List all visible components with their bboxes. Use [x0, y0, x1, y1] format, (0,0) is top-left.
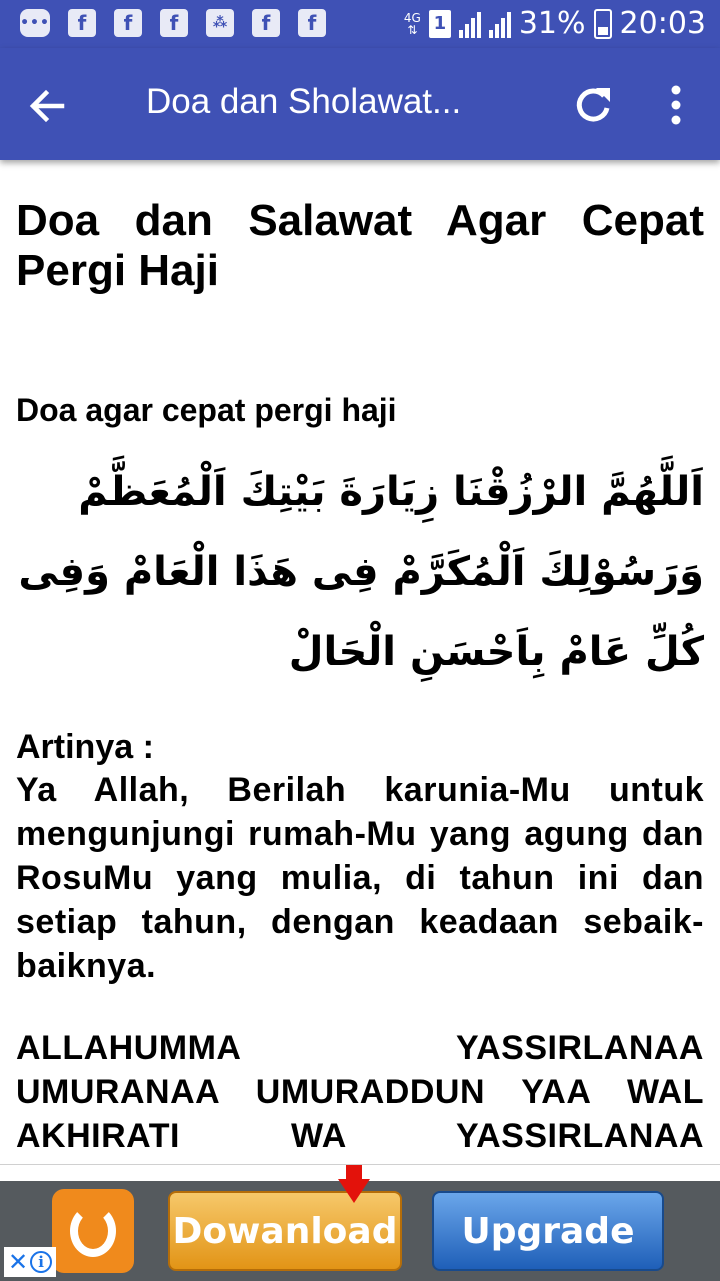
- facebook-icon: f: [160, 9, 188, 37]
- article-content: [16, 196, 704, 1158]
- signal-icon: [459, 10, 481, 38]
- network-type-label: 4G: [403, 10, 421, 25]
- facebook-icon: f: [114, 9, 142, 37]
- notification-icons: [20, 9, 326, 37]
- translation-label: Artinya :: [16, 728, 154, 766]
- sim-icon: 1: [429, 10, 451, 38]
- battery-icon: [594, 9, 612, 39]
- article-subtitle: Doa agar cepat pergi haji: [16, 392, 397, 428]
- more-options-icon[interactable]: [658, 82, 694, 128]
- system-indicators: [404, 6, 706, 41]
- facebook-icon: f: [298, 9, 326, 37]
- battery-percent: 31%: [518, 6, 586, 41]
- message-dots-icon: •••: [20, 9, 50, 37]
- ad-download-button[interactable]: Dowanload: [168, 1191, 402, 1271]
- bbm-icon: ⁂: [206, 9, 234, 37]
- refresh-icon[interactable]: [570, 82, 616, 128]
- status-bar: [0, 0, 720, 48]
- clock: 20:03: [619, 6, 706, 41]
- ad-banner[interactable]: [0, 1164, 720, 1281]
- app-bar-title: Doa dan Sholawat...: [146, 82, 462, 121]
- ad-close-icon[interactable]: ✕: [8, 1248, 29, 1276]
- network-type-icon: [404, 12, 421, 36]
- uc-browser-logo-icon[interactable]: [52, 1189, 134, 1273]
- data-arrows-icon: ⇅: [407, 22, 418, 37]
- arabic-prayer-text: اَللَّهُمَّ الرْزُقْنَا زِيَارَةَ بَيْتِكَ اَلْمُعَظَّمْ وَرَسُوْلِكَ اَلْمُكَرَّمْ فِى هَذَا الْعَامْ وَفِى كُلِّ عَامْ بِاَحْسَنِ الْحَالْ: [18, 469, 704, 675]
- app-bar: [0, 48, 720, 160]
- back-arrow-icon[interactable]: [22, 80, 74, 132]
- ad-upgrade-button[interactable]: Upgrade: [432, 1191, 664, 1271]
- ad-choices[interactable]: [4, 1247, 56, 1277]
- translation-text: Ya Allah, Berilah karunia-Mu untuk mengunjungi rumah-Mu yang agung dan RosuMu yang mulia, di tahun ini dan setiap tahun, dengan keadaan sebaik-baiknya.: [16, 771, 704, 985]
- facebook-icon: f: [252, 9, 280, 37]
- article-title: Doa dan Salawat Agar Cepat Pergi Haji: [16, 196, 704, 295]
- facebook-icon: f: [68, 9, 96, 37]
- red-arrow-icon: [338, 1179, 370, 1203]
- ad-info-icon[interactable]: i: [30, 1251, 52, 1273]
- latin-prayer-text: ALLAHUMMA YASSIRLANAA UMURANAA UMURADDUN YAA WAL AKHIRATI WA YASSIRLANAA: [16, 1029, 704, 1155]
- signal-icon: [489, 10, 511, 38]
